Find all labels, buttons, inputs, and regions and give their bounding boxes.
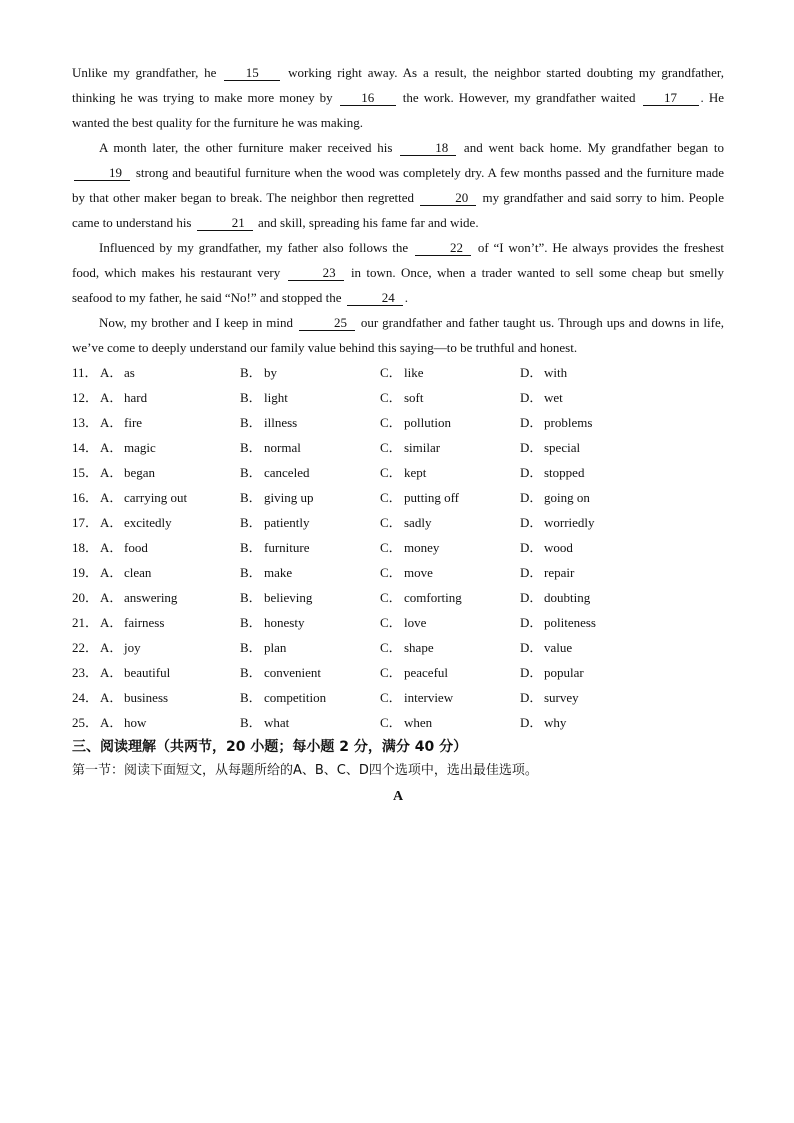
blank-number: 20	[420, 190, 476, 206]
question-row	[72, 610, 724, 635]
question-number: 21．	[72, 615, 99, 630]
option-text: repair	[544, 565, 575, 580]
option-text: sadly	[404, 515, 432, 530]
option-text: peaceful	[404, 665, 449, 680]
option-text: furniture	[264, 540, 310, 555]
option-text: value	[544, 640, 573, 655]
option-letter: B．	[240, 665, 262, 680]
exam-page	[72, 60, 724, 811]
question-options-list	[72, 360, 724, 735]
answer-option[interactable]	[100, 385, 240, 410]
option-text: clean	[124, 565, 152, 580]
answer-option[interactable]	[380, 635, 520, 660]
option-letter: B．	[240, 390, 262, 405]
answer-option[interactable]	[520, 435, 660, 460]
option-text: began	[124, 465, 156, 480]
answer-option[interactable]	[100, 360, 240, 385]
option-letter: A．	[100, 690, 123, 705]
option-text: honesty	[264, 615, 305, 630]
option-letter: C．	[380, 365, 402, 380]
question-number: 20．	[72, 590, 99, 605]
answer-option[interactable]	[520, 410, 660, 435]
answer-option[interactable]	[520, 585, 660, 610]
passage-text: and went back home. My grandfather began to	[458, 140, 724, 155]
option-text: food	[124, 540, 148, 555]
answer-option[interactable]	[240, 485, 380, 510]
option-letter: B．	[240, 415, 262, 430]
option-text: kept	[404, 465, 427, 480]
passage-text: our grandfather and father taught us. Through ups and downs in life, we’ve come to deeply understand our family value behind this saying—to be truthful and honest.	[72, 315, 724, 355]
option-letter: A．	[100, 365, 123, 380]
blank-number: 22	[415, 240, 471, 256]
answer-option[interactable]	[240, 685, 380, 710]
answer-option[interactable]	[100, 685, 240, 710]
option-text: politeness	[544, 615, 596, 630]
option-letter: D．	[520, 690, 543, 705]
option-letter: C．	[380, 490, 402, 505]
question-row	[72, 460, 724, 485]
option-letter: C．	[380, 415, 402, 430]
option-letter: D．	[520, 490, 543, 505]
passage-paragraph	[72, 235, 724, 310]
question-row	[72, 560, 724, 585]
option-text: excitedly	[124, 515, 172, 530]
option-text: by	[264, 365, 277, 380]
option-text: special	[544, 440, 581, 455]
answer-option[interactable]	[100, 410, 240, 435]
answer-option[interactable]	[380, 660, 520, 685]
question-number: 11．	[72, 365, 98, 380]
answer-option[interactable]	[100, 460, 240, 485]
option-letter: B．	[240, 690, 262, 705]
answer-option[interactable]	[380, 360, 520, 385]
option-text: illness	[264, 415, 298, 430]
option-letter: A．	[100, 665, 123, 680]
passage-paragraph	[72, 310, 724, 360]
option-letter: A．	[100, 440, 123, 455]
question-row	[72, 385, 724, 410]
option-letter: A．	[100, 465, 123, 480]
option-text: believing	[264, 590, 313, 605]
option-text: magic	[124, 440, 156, 455]
question-number: 25．	[72, 715, 99, 730]
question-row	[72, 510, 724, 535]
option-text: business	[124, 690, 169, 705]
option-text: giving up	[264, 490, 314, 505]
option-letter: D．	[520, 565, 543, 580]
option-text: money	[404, 540, 440, 555]
option-text: like	[404, 365, 424, 380]
option-text: why	[544, 715, 567, 730]
option-letter: A．	[100, 490, 123, 505]
answer-option[interactable]	[380, 410, 520, 435]
option-letter: D．	[520, 365, 543, 380]
option-text: as	[124, 365, 135, 380]
blank-number: 15	[224, 65, 280, 81]
blank-number: 21	[197, 215, 253, 231]
answer-option[interactable]	[520, 510, 660, 535]
question-number: 24．	[72, 690, 99, 705]
answer-option[interactable]	[380, 610, 520, 635]
option-text: beautiful	[124, 665, 171, 680]
answer-option[interactable]	[100, 635, 240, 660]
option-text: competition	[264, 690, 327, 705]
option-letter: B．	[240, 715, 262, 730]
option-text: fire	[124, 415, 143, 430]
option-text: pollution	[404, 415, 451, 430]
question-row	[72, 585, 724, 610]
option-text: patiently	[264, 515, 310, 530]
option-letter: D．	[520, 665, 543, 680]
passage-text: Influenced by my grandfather, my father also follows the	[99, 240, 414, 255]
answer-option[interactable]	[520, 485, 660, 510]
answer-option[interactable]	[520, 535, 660, 560]
question-row	[72, 635, 724, 660]
blank-number: 23	[288, 265, 344, 281]
option-text: soft	[404, 390, 424, 405]
answer-option[interactable]	[100, 610, 240, 635]
option-letter: C．	[380, 690, 402, 705]
passage-text: and skill, spreading his fame far and wide.	[254, 215, 479, 230]
answer-option[interactable]	[100, 560, 240, 585]
question-row	[72, 410, 724, 435]
option-letter: D．	[520, 590, 543, 605]
option-text: stopped	[544, 465, 585, 480]
answer-option[interactable]	[380, 535, 520, 560]
question-row	[72, 360, 724, 385]
answer-option[interactable]	[100, 510, 240, 535]
question-number: 22．	[72, 640, 99, 655]
option-letter: B．	[240, 615, 262, 630]
option-letter: B．	[240, 640, 262, 655]
passage-text: strong and beautiful furniture when the wood was completely dry. A few months passed and the furniture made by that other maker began to break. The neighbor then regretted	[72, 165, 724, 205]
answer-option[interactable]	[380, 485, 520, 510]
option-letter: B．	[240, 515, 262, 530]
option-letter: A．	[100, 590, 123, 605]
option-letter: D．	[520, 390, 543, 405]
option-letter: B．	[240, 490, 262, 505]
answer-option[interactable]	[380, 385, 520, 410]
answer-option[interactable]	[380, 710, 520, 735]
option-text: love	[404, 615, 427, 630]
answer-option[interactable]	[240, 460, 380, 485]
passage-text: Unlike my grandfather, he	[72, 65, 223, 80]
answer-option[interactable]	[240, 635, 380, 660]
option-letter: C．	[380, 715, 402, 730]
answer-option[interactable]	[240, 435, 380, 460]
option-text: move	[404, 565, 433, 580]
option-letter: C．	[380, 590, 402, 605]
question-number: 12．	[72, 390, 99, 405]
passage-text: . He wanted the best quality for the furniture he was making.	[72, 90, 724, 130]
blank-number: 25	[299, 315, 355, 331]
option-letter: A．	[100, 565, 123, 580]
option-text: doubting	[544, 590, 591, 605]
question-number: 16．	[72, 490, 99, 505]
option-letter: A．	[100, 540, 123, 555]
option-letter: D．	[520, 465, 543, 480]
question-row	[72, 535, 724, 560]
answer-option[interactable]	[100, 710, 240, 735]
question-number: 14．	[72, 440, 99, 455]
option-letter: C．	[380, 465, 402, 480]
question-number: 19．	[72, 565, 99, 580]
blank-number: 24	[347, 290, 403, 306]
option-letter: D．	[520, 715, 543, 730]
option-text: wet	[544, 390, 563, 405]
passage-text: A month later, the other furniture maker received his	[99, 140, 399, 155]
option-letter: B．	[240, 565, 262, 580]
option-letter: B．	[240, 465, 262, 480]
option-text: putting off	[404, 490, 460, 505]
option-text: hard	[124, 390, 148, 405]
answer-option[interactable]	[240, 410, 380, 435]
answer-option[interactable]	[240, 510, 380, 535]
option-letter: C．	[380, 440, 402, 455]
option-letter: D．	[520, 440, 543, 455]
answer-option[interactable]	[100, 585, 240, 610]
option-text: canceled	[264, 465, 310, 480]
answer-option[interactable]	[520, 635, 660, 660]
passage-text: the work. However, my grandfather waited	[397, 90, 641, 105]
option-letter: C．	[380, 565, 402, 580]
option-letter: B．	[240, 540, 262, 555]
answer-option[interactable]	[520, 660, 660, 685]
question-number: 17．	[72, 515, 99, 530]
option-text: make	[264, 565, 293, 580]
blank-number: 17	[643, 90, 699, 106]
option-text: popular	[544, 665, 584, 680]
answer-option[interactable]	[380, 510, 520, 535]
option-text: plan	[264, 640, 287, 655]
answer-option[interactable]	[240, 385, 380, 410]
option-text: interview	[404, 690, 454, 705]
option-text: joy	[124, 640, 141, 655]
question-number: 18．	[72, 540, 99, 555]
option-letter: D．	[520, 640, 543, 655]
option-text: light	[264, 390, 288, 405]
option-text: survey	[544, 690, 579, 705]
answer-option[interactable]	[240, 610, 380, 635]
option-text: convenient	[264, 665, 322, 680]
option-letter: B．	[240, 365, 262, 380]
answer-option[interactable]	[520, 710, 660, 735]
question-row	[72, 660, 724, 685]
passage-paragraph	[72, 60, 724, 135]
option-text: similar	[404, 440, 441, 455]
question-row	[72, 710, 724, 735]
option-letter: A．	[100, 715, 123, 730]
answer-option[interactable]	[520, 460, 660, 485]
question-number: 15．	[72, 465, 99, 480]
passage-text: of “I won’t”. He always provides the freshest food, which makes his restaurant very	[72, 240, 724, 280]
answer-option[interactable]	[380, 560, 520, 585]
option-text: comforting	[404, 590, 462, 605]
option-letter: D．	[520, 515, 543, 530]
answer-option[interactable]	[520, 610, 660, 635]
answer-option[interactable]	[380, 685, 520, 710]
option-text: with	[544, 365, 568, 380]
answer-option[interactable]	[240, 710, 380, 735]
option-text: answering	[124, 590, 178, 605]
option-text: carrying out	[124, 490, 188, 505]
blank-number: 18	[400, 140, 456, 156]
passage-text: my grandfather and said sorry to him. People came to understand his	[72, 190, 725, 230]
answer-option[interactable]	[520, 385, 660, 410]
option-letter: C．	[380, 515, 402, 530]
option-letter: C．	[380, 640, 402, 655]
question-number: 13．	[72, 415, 99, 430]
answer-option[interactable]	[380, 435, 520, 460]
answer-option[interactable]	[240, 360, 380, 385]
answer-option[interactable]	[380, 585, 520, 610]
option-text: going on	[544, 490, 590, 505]
option-letter: C．	[380, 390, 402, 405]
option-letter: C．	[380, 540, 402, 555]
section-instruction: 第一节：阅读下面短文，从每题所给的A、B、C、D四个选项中，选出最佳选项。	[72, 763, 538, 778]
answer-option[interactable]	[240, 585, 380, 610]
option-text: normal	[264, 440, 301, 455]
question-row	[72, 435, 724, 460]
answer-option[interactable]	[100, 660, 240, 685]
section-title: 三、阅读理解（共两节，20 小题；每小题 2 分，满分 40 分）	[72, 739, 468, 755]
option-letter: B．	[240, 440, 262, 455]
option-text: worriedly	[544, 515, 595, 530]
answer-option[interactable]	[100, 485, 240, 510]
question-row	[72, 485, 724, 510]
answer-option[interactable]	[240, 660, 380, 685]
option-letter: A．	[100, 415, 123, 430]
passage-text: in town. Once, when a trader wanted to sell some cheap but smelly seafood to my father, he said “No!” and stopped the	[72, 265, 724, 305]
option-text: what	[264, 715, 290, 730]
option-letter: C．	[380, 615, 402, 630]
answer-option[interactable]	[520, 560, 660, 585]
option-letter: D．	[520, 415, 543, 430]
answer-option[interactable]	[240, 560, 380, 585]
answer-option[interactable]	[100, 435, 240, 460]
passage-letter: A	[392, 789, 404, 804]
answer-option[interactable]	[380, 460, 520, 485]
option-letter: A．	[100, 390, 123, 405]
option-letter: A．	[100, 615, 123, 630]
blank-number: 16	[340, 90, 396, 106]
answer-option[interactable]	[520, 685, 660, 710]
answer-option[interactable]	[240, 535, 380, 560]
passage-paragraph	[72, 135, 724, 235]
option-text: shape	[404, 640, 434, 655]
option-letter: A．	[100, 640, 123, 655]
cloze-passage	[72, 60, 724, 360]
option-letter: B．	[240, 590, 262, 605]
option-letter: A．	[100, 515, 123, 530]
option-text: problems	[544, 415, 593, 430]
option-letter: D．	[520, 540, 543, 555]
passage-text: Now, my brother and I keep in mind	[99, 315, 297, 330]
passage-text: .	[404, 290, 409, 305]
blank-number: 19	[74, 165, 130, 181]
option-letter: D．	[520, 615, 543, 630]
answer-option[interactable]	[100, 535, 240, 560]
passage-text: working right away. As a result, the neighbor started doubting my grandfather, thinking he was trying to make more money by	[72, 65, 724, 105]
option-text: fairness	[124, 615, 165, 630]
question-row	[72, 685, 724, 710]
option-text: wood	[544, 540, 573, 555]
option-text: when	[404, 715, 433, 730]
option-text: how	[124, 715, 147, 730]
answer-option[interactable]	[520, 360, 660, 385]
option-letter: C．	[380, 665, 402, 680]
question-number: 23．	[72, 665, 99, 680]
